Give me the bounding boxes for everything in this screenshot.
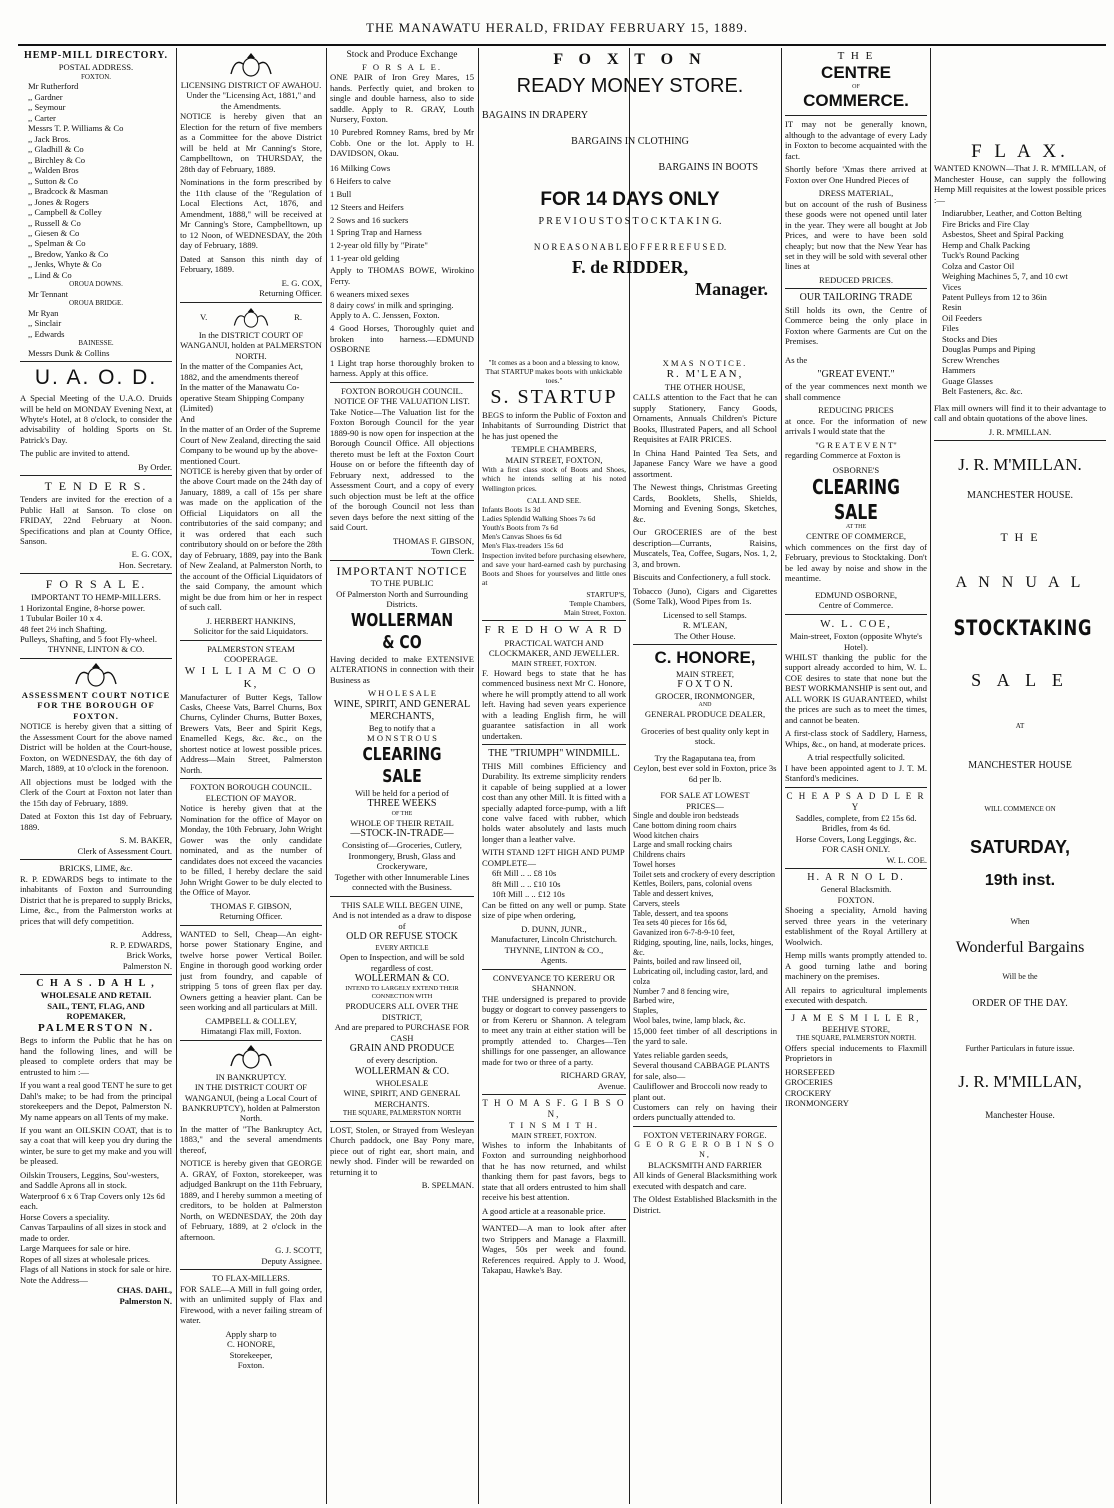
- as-the: As the: [785, 354, 808, 365]
- court-text-2: NOTICE is hereby given that by order of the above Court made on the 24th day of January, 1889, a call of 15s per share was made on the application of the Official Liquidators on all the contributories of the said company; and it was ordered that each such contributory should on or before the 28th day of February, 1889, pay into the Bank of New Zealand, at Palmerston North, to the account of the Official Liquidators of the said Company, the amount which might be due from him or her in respect of such call.: [180, 465, 322, 613]
- conveyance-heading: CONVEYANCE TO KERERU OR SHANNON.: [492, 972, 616, 994]
- column-rule: [781, 48, 782, 1504]
- previous-stocktaking: P R E V I O U S T O S T O C K T A K I N G.: [538, 215, 722, 227]
- coe-text: WHILST thanking the public for the support already accorded to him, W. L. COE desires to state that none but the BEST WORKMANSHIP is sent out, and ALL WORK IS GUARANTEED, whilst the prices are such as to meet the times, and cannot be beaten.: [785, 651, 927, 725]
- dahl-signature: CHAS. DAHL, Palmerston N.: [116, 1285, 172, 1306]
- wollerman-intend: INTEND TO LARGELY EXTEND THEIR CONNECTION WITH: [345, 985, 459, 1001]
- wollerman-wine: WINE, SPIRIT, AND GENERAL MERCHANTS,: [333, 698, 471, 722]
- wollerman-grain: GRAIN AND PRODUCE: [349, 1043, 455, 1055]
- startup-heading: S. STARTUP: [490, 386, 618, 409]
- bricks-text: R. P. EDWARDS begs to intimate to the inhabitants of Foxton and Surrounding District that he is prepared to supply Bricks, Lime, &c., from the Palmerston works at prices that will defy competition.: [20, 873, 172, 926]
- fourteen-days: FOR 14 DAYS ONLY: [540, 189, 720, 211]
- coe-trial: A trial respectfully solicited.: [807, 752, 905, 763]
- flax-heading: F L A X.: [971, 141, 1069, 162]
- dahl-text-2: If you want a real good TENT he sure to get Dahl's make; to be had from the principal storekeepers and the Depot, Palmerston N. My name appears on all Tents of my make.: [20, 1080, 172, 1122]
- commerce-text-3: but on account of the rush of Business these goods were not opened until later in the year. They were all bought at Job Prices, and were to have been sold cheaply; but now that the New Year has set in they will be sold with several other lines at: [785, 198, 927, 272]
- miller-heading: J A M E S M I L L E R,: [791, 1012, 921, 1023]
- uaod-heading: U. A. O. D.: [34, 366, 158, 390]
- cooperage-heading: PALMERSTON STEAM COOPERAGE.: [207, 643, 295, 665]
- coe-heading: W. L. COE,: [820, 617, 892, 630]
- bankruptcy-heading: IN BANKRUPTCY.: [215, 1071, 287, 1082]
- valuation-signature: THOMAS F. GIBSON, Town Clerk.: [393, 535, 474, 557]
- honore-seeds: Yates reliable garden seeds, Several thousand CABBAGE PLANTS for sale, also— Cauliflower and Broccoli now ready to plant out.: [633, 1049, 770, 1102]
- wollerman-every: EVERY ARTICLE: [375, 943, 429, 952]
- wollerman-address: THE SQUARE, PALMERSTON NORTH: [342, 1109, 462, 1118]
- at-heading: AT: [1015, 721, 1025, 730]
- regarding: regarding Commerce at Foxton is: [785, 450, 901, 461]
- licensing-text: NOTICE is hereby given that an Election for the return of five members as a Committee for the above District will be held at Mr Canning's Store, Campbelltown, on THURSDAY, the 28th day of February, 1889.: [180, 111, 322, 174]
- assessment-text-2: All objections must be lodged with the Clerk of the Court at Foxton not later than the 15th day of February, 1889.: [20, 776, 172, 808]
- triumph-price-3: 10ft Mill .. .. £12 10s: [492, 889, 565, 900]
- centre-of-commerce: CENTRE OF COMMERCE,: [805, 531, 907, 542]
- gibson-heading: T H O M A S F. G I B S O N,: [482, 1098, 626, 1120]
- wollerman-wholesale-2: WHOLESALE: [375, 1077, 429, 1088]
- lost-signature: B. SPELMAN.: [421, 1180, 474, 1191]
- column-3: [330, 50, 474, 1502]
- wollerman-begin: THIS SALE WILL BEGEN UINE,: [341, 899, 463, 910]
- wollerman-beg: Beg to notify that a: [368, 722, 436, 733]
- masthead: THE MANAWATU HERALD, FRIDAY FEBRUARY 15, 1889.: [366, 20, 748, 35]
- triumph-price-1: 6ft Mill .. .. £8 10s: [492, 868, 557, 879]
- inst-heading: 19th inst.: [984, 872, 1056, 890]
- centre-of: OF: [852, 84, 860, 91]
- mill-list-foxton: Mr Rutherford ,, Gardner ,, Seymour ,, Carter Messrs T. P. Williams & Co ,, Jack Bros. ,, Gladhill & Co ,, Birchley & Co ,, Walden Bros ,, Sutton & Co ,, Bradcock & Masman ,, Jones & Rogers ,, Campbell & Colley ,, Russell & Co ,, Giesen & Co ,, Spelman & Co ,, Bredow, Yanko & Co ,, Jenks, Whyte & Co ,, Lind & Co: [28, 81, 124, 280]
- order-of-the-day: ORDER OF THE DAY.: [972, 997, 1068, 1009]
- stock-ad-5: Apply to A. C. Jenssen, Foxton.: [330, 310, 440, 320]
- stock-ad-6: 4 Good Horses, Thoroughly quiet and broken into harness.—EDMUND OSBORNE: [330, 323, 474, 355]
- royal-crest-icon: [72, 662, 120, 688]
- column-2: [180, 50, 322, 1502]
- triumph-text: THIS Mill combines Efficiency and Durability. Its extreme simplicity renders it capable of being supplied at a lower cost than any other Mill. It is fitted with a specially adapted force-pump, with a lift cone valve faced with rubber, which holds water absolutely and lasts much longer than a leather valve.: [482, 760, 626, 844]
- triumph-heading: THE "TRIUMPH" WINDMILL.: [488, 748, 620, 760]
- wollerman-2: WOLLERMAN & CO.: [354, 973, 450, 985]
- ready-money-store-ad: [482, 50, 778, 350]
- for-sale-signature: THYNNE, LINTON & CO.: [47, 644, 145, 655]
- tailoring-heading: OUR TAILORING TRADE: [799, 292, 913, 304]
- will-be-the: Will be the: [1002, 971, 1038, 981]
- wollerman-3: WOLLERMAN & CO.: [354, 1065, 450, 1077]
- centre-of-commerce-text: which commences on the first day of February, previous to Stocktaking. Don't be led away by noise and show in the meantime.: [785, 541, 927, 584]
- honore-text: Groceries of best quality only kept in stock.: [641, 725, 769, 747]
- when-heading: When: [1010, 916, 1030, 926]
- howard-heading: F R E D H O W A R D: [484, 624, 624, 637]
- wollerman-of-the: OF THE: [391, 810, 413, 817]
- tenders-text: Tenders are invited for the erection of a Public Hall at Sanson. To close on FRIDAY, 22nd February at Noon. Specifications and plan at County Office, Sanson.: [20, 494, 172, 546]
- osborne-clearing-sale: CLEARING SALE: [812, 475, 900, 524]
- stock-ad-7: 1 Light trap horse thoroughly broken to harness. Apply at this office.: [330, 357, 474, 379]
- wollerman-three-weeks: THREE WEEKS: [367, 798, 437, 810]
- wollerman-together: Together with other Innumerable Lines connected with the Business.: [334, 871, 470, 893]
- osborne-signature: EDMUND OSBORNE,: [814, 589, 898, 600]
- osbornes: OSBORNE'S: [832, 464, 880, 475]
- honore-and: AND: [698, 701, 712, 708]
- no-reasonable-offer: N O R E A S O N A B L E O F F E R R E F U S E D.: [533, 241, 727, 252]
- flax-millers-text: FOR SALE—A Mill in full going order, with an unlimited supply of Flax and Firewood, with a never failing stream of water.: [180, 1283, 322, 1326]
- column-rule: [176, 48, 177, 1504]
- borough-mayor-subheading: ELECTION OF MAYOR.: [205, 792, 297, 803]
- wollerman-consisting: Consisting of—Groceries, Cutlery, Ironmongery, Brush, Glass and Crockeryware,: [342, 840, 462, 872]
- honore-foxton: F O X T O N.: [677, 679, 733, 691]
- mclean-licensed: Licensed to sell Stamps.: [663, 609, 747, 620]
- manager-wanted-text: WANTED—A man to look after after two Strippers and Manage a Flaxmill. Wages, 50s per week and found. References required. Apply to J. Wood, Takapau, Hawke's Bay.: [482, 1223, 626, 1275]
- startup-quote: "It comes as a boon and a blessing to know, That STARTUP makes boots with unkickable toes.": [485, 358, 623, 386]
- licensing-subheading: Under the "Licensing Act, 1881," and the Amendments.: [186, 90, 316, 111]
- bricks-heading: BRICKS, LIME, &c.: [59, 863, 133, 874]
- wollerman-old: OLD OR REFUSE STOCK: [346, 931, 458, 943]
- honore-try: Try the Ragaputana tea, from: [654, 752, 756, 763]
- conveyance-text: THE undersigned is prepared to provide buggy or dogcart to convey passengers to or from Kereru or Shannon. A telegram to meet any train at either station will be promptly attended to. Charges—Ten shillings for one passenger, an allowance made for two or three of a party.: [482, 993, 626, 1067]
- coe-text-2: A first-class stock of Saddlery, Harness, Whips, &c., on hand, at moderate prices.: [785, 728, 927, 749]
- honore-prices: PRICES—: [686, 800, 724, 811]
- assessment-signature: S. M. BAKER, Clerk of Assessment Court.: [77, 835, 172, 856]
- will-commence: WILL COMMENCE ON: [984, 804, 1056, 813]
- dress-material: DRESS MATERIAL,: [818, 188, 894, 199]
- important-notice-heading: IMPORTANT NOTICE: [336, 563, 468, 578]
- wollerman-producers: PRODUCERS ALL OVER THE DISTRICT,: [345, 1001, 459, 1022]
- honore-customers: Customers can rely on having their orders punctually attended to.: [633, 1102, 777, 1123]
- howard-street: MAIN STREET, FOXTON.: [511, 658, 597, 668]
- ready-money-store: READY MONEY STORE.: [516, 74, 744, 97]
- column-4: [482, 358, 626, 1502]
- great-event-text: of the year commences next month we shall commence: [785, 381, 927, 402]
- bargains-clothing: BARGAINS IN CLOTHING: [571, 136, 689, 148]
- court-signature: J. HERBERT HANKINS, Solicitor for the said Liquidators.: [193, 615, 309, 637]
- mill-list-oroua-downs: Mr Tennant: [28, 288, 69, 299]
- gibson-text: Wishes to inform the Inhabitants of Foxton and surrounding neighborhood that he has now returned, and whilst thanking them for past favors, begs to state that all orders entrusted to him shall receive his best attention.: [482, 1139, 626, 1203]
- commerce-text: IT may not be generally known, although to the advantage of every Lady in Foxton to become acquainted with the fact.: [785, 119, 927, 161]
- wonderful-bargains: Wonderful Bargains: [955, 939, 1085, 957]
- bankruptcy-subheading: IN THE DISTRICT COURT OF WANGANUI, (being a Local Court of BANKRUPTCY), holden at Palmerston North.: [182, 1082, 320, 1124]
- reducing-prices: REDUCING PRICES: [818, 405, 894, 416]
- stocktaking-heading: STOCKTAKING: [953, 616, 1093, 641]
- triumph-fit: Can be fitted on any well or pump. State size of pipe when ordering,: [482, 899, 626, 921]
- startup-text-2: With a first class stock of Boots and Shoes, which he intends selling at his noted Wellington prices.: [482, 465, 626, 493]
- wollerman-heading: WOLLERMAN & CO: [350, 609, 454, 653]
- stock-for-sale: F O R S A L E.: [362, 61, 442, 72]
- for-sale-text: 1 Horizontal Engine, 8-horse power. 1 Tubular Boiler 10 x 4. 48 feet 2½ inch Shafting. Pulleys, Shafting, and 5 foot Fly-wheel.: [20, 602, 158, 644]
- stock-exchange-heading: Stock and Produce Exchange: [346, 50, 458, 60]
- dahl-text-4: Oilskin Trousers, Leggins, Sou'-westers, and Saddle Aprons all in stock. Waterproof 6 x 6 Trap Covers only 12s 6d each. Horse Covers a speciality. Canvas Tarpaulins of all sizes in stock and made to order. Large Marquees for sale or hire. Ropes of all sizes at wholesale prices. Flags of all Nations in stock for sale or hire.: [20, 1169, 172, 1275]
- uaod-text-2: The public are invited to attend.: [20, 448, 130, 459]
- dahl-place: PALMERSTON N.: [37, 1021, 155, 1034]
- mclean-signature: R. M'LEAN, The Other House.: [674, 620, 736, 641]
- for-sale-subheading: IMPORTANT TO HEMP-MILLERS.: [31, 592, 161, 603]
- miller-square: THE SQUARE, PALMERSTON NORTH.: [796, 1034, 916, 1043]
- bankruptcy-text: In the matter of "The Bankruptcy Act, 1883," and the several amendments thereof,: [180, 1123, 322, 1155]
- startup-list: Infants Boots 1s 3d Ladies Splendid Walking Shoes 7s 6d Youth's Boots from 7s 6d Men's Canvas Shoes 6s 6d Men's Flax-treaders 15s 6d: [482, 504, 596, 551]
- startup-text: BEGS to inform the Public of Foxton and Inhabitants of Surrounding District that he has just opened the: [482, 409, 626, 441]
- honore-ceylon: Ceylon, best ever sold in Foxton, price 3s 6d per lb.: [633, 763, 777, 784]
- important-notice-sub-2: Of Palmerston North and Surrounding Districts.: [336, 588, 468, 610]
- oroua-downs-heading: OROUA DOWNS.: [69, 280, 123, 289]
- arnold-foxton: FOXTON.: [837, 894, 875, 905]
- foxton-heading: FOXTON.: [80, 72, 111, 81]
- manchester-house-2: MANCHESTER HOUSE: [968, 760, 1072, 772]
- dahl-subheading: WHOLESALE AND RETAIL SAIL, TENT, FLAG, AND ROPEMAKER,: [40, 990, 152, 1022]
- coe-agent: I have been appointed agent to J. T. M. Stanford's medicines.: [785, 762, 927, 784]
- column-rule: [326, 48, 327, 1504]
- sale-heading: S A L E: [971, 669, 1069, 690]
- mclean-text-4: Our GROCERIES are of the best description—Currants, Raisins, Muscatels, Tea, Coffee, Sugars, Nos. 1, 2, 3, and brown.: [633, 527, 777, 569]
- borough-mayor-signature: THOMAS F. GIBSON, Returning Officer.: [210, 900, 292, 922]
- manchester-house-3: Manchester House.: [985, 1110, 1055, 1121]
- honore-street: MAIN STREET,: [675, 668, 735, 679]
- stock-ad-2: 10 Purebred Romney Rams, bred by Mr Cobb. One or the lot. Apply to H. DAVIDSON, Okau.: [330, 127, 474, 159]
- robinson-subheading: BLACKSMITH AND FARRIER: [648, 1159, 762, 1170]
- column-rule: [478, 48, 479, 1504]
- crest-letter-v: V.: [200, 312, 208, 323]
- arnold-heading: H. A R N O L D.: [807, 872, 905, 884]
- dahl-text: Begs to inform the Public that he has on hand the following lines, and will be pleased to complete orders that may be entrusted to him :—: [20, 1035, 172, 1077]
- court-heading: In the DISTRICT COURT OF WANGANUI, holden at PALMERSTON NORTH.: [180, 329, 322, 361]
- arnold-text-2: Hemp mills wants promptly attended to. A good turning lathe and boring machinery on the premises.: [785, 950, 927, 982]
- veterinary-heading: FOXTON VETERINARY FORGE.: [643, 1129, 767, 1140]
- commerce-text-2: Shortly before 'Xmas there arrived at Foxton over One Hundred Pieces of: [785, 164, 927, 185]
- honore-timber: 15,000 feet timber of all descriptions in the yard to sale.: [633, 1025, 777, 1047]
- column-1: [20, 50, 172, 1502]
- reduced-prices: REDUCED PRICES.: [818, 274, 893, 285]
- wollerman-prepared: And are prepared to PURCHASE FOR CASH: [334, 1022, 470, 1043]
- miller-text: Offers special inducements to Flaxmill Proprietors in: [785, 1042, 927, 1064]
- honore-sale: FOR SALE AT LOWEST: [660, 790, 750, 801]
- annual-heading: A N N U A L: [955, 573, 1085, 591]
- saturday-heading: SATURDAY,: [969, 837, 1071, 858]
- column-7: [934, 50, 1106, 1502]
- bainesse-heading: BAINESSE.: [78, 339, 114, 348]
- mclean-text-5: Biscuits and Confectionery, a full stock.: [633, 572, 771, 583]
- cheap-saddlery-text: Saddles, complete, from £2 15s 6d. Bridles, from 4s 6d. Horse Covers, Long Leggings, &c.: [795, 812, 917, 844]
- startup-temple: TEMPLE CHAMBERS, MAIN STREET, FOXTON,: [505, 444, 603, 465]
- howard-subheading: PRACTICAL WATCH AND CLOCKMAKER, AND JEWELLER.: [488, 637, 620, 659]
- mclean-text-6: Tobacco (Juno), Cigars and Cigarettes (Some Talk), Wood Pipes from 1s.: [633, 585, 777, 607]
- robinson-text-2: The Oldest Established Blacksmith in the District.: [633, 1194, 777, 1215]
- miller-list: HORSEFEED GROCERIES CROCKERY IRONMONGERY: [785, 1066, 849, 1109]
- gibson-subheading: T I N S M I T H.: [509, 1120, 599, 1131]
- column-6: [785, 50, 927, 1502]
- stock-ad-3: Apply to THOMAS BOWE, Wirokino Ferry.: [330, 265, 474, 286]
- uaod-text: A Special Meeting of the U.A.O. Druids will be held on MONDAY Evening Next, at Whyte's Hotel, at 8 o'clock, to consider the advisability of holding Sports on St. Patrick's Day.: [20, 393, 172, 445]
- flax-millers-heading: TO FLAX-MILLERS.: [212, 1273, 290, 1284]
- licensing-date: Dated at Sanson this ninth day of February, 1889.: [180, 253, 322, 275]
- dahl-text-3: If you want an OILSKIN COAT, that is to say a coat that will keep you dry during the winter, be sure to get my make and you will be pleased.: [20, 1125, 172, 1167]
- wollerman-clearing-sale: CLEARING SALE: [362, 743, 442, 787]
- royal-crest-icon: [227, 52, 275, 78]
- gibson-street: MAIN STREET, FOXTON.: [511, 1130, 597, 1140]
- flax-signature: J. R. M'MILLAN.: [988, 426, 1052, 437]
- uaod-signature: By Order.: [138, 461, 172, 472]
- mill-list-bainesse: Messrs Dunk & Collins: [28, 347, 110, 358]
- assessment-heading: ASSESSMENT COURT NOTICE FOR THE BOROUGH OF FOXTON.: [21, 689, 171, 721]
- osborne-sub: Centre of Commerce.: [818, 600, 894, 611]
- for-sale-heading: F O R S A L E.: [45, 577, 147, 592]
- robinson-text: All kinds of General Blacksmithing work executed with despatch and care.: [633, 1170, 777, 1191]
- royal-crest-icon: [231, 306, 271, 330]
- dahl-heading: C H A S . D A H L ,: [36, 978, 156, 990]
- arnold-text-3: All repairs to agricultural implements executed with despatch.: [785, 984, 927, 1006]
- gibson-text-2: A good article at a reasonable price.: [482, 1205, 606, 1216]
- arnold-text: Shoeing a speciality, Arnold having served three years in the veterinary establishment of the Royal Artillery at Woolwich.: [785, 905, 927, 947]
- great-event-2: "G R E A T E V E N T": [815, 439, 897, 450]
- top-rule: [18, 44, 1106, 46]
- mclean-heading: R. M'LEAN,: [666, 368, 744, 381]
- honore-list: Single and double iron bedsteads Cane bottom dining room chairs Wood kitchen chairs Large and small rocking chairs Childrens chairs Towel horses Toilet sets and crockery of every description Kettles, Boilers, pans, colonial ovens Table and dessert knives, Carvers, steels Table, dessert, and tea spoons Tea sets 40 pieces for 16s 6d, Gavanized iron 6-7-8-9-10 feet, Ridging, spouting, line, nails, locks, hinges, &c. Paints, boiled and raw linseed oil, Lubricating oil, including castor, lard, and colza Number 7 and 8 fencing wire, Barbed wire, Staples, Wool bales, twine, lamp black, &c.: [633, 811, 776, 1025]
- wollerman-not: And is not intended as a draw to dispose of: [332, 910, 472, 931]
- assessment-text: NOTICE is hereby given that a sitting of the Assessment Court for the above named District will be holden at the Court-house, Foxton, on WEDNESDAY, the 6th day of March, 1889, at 10 o'clock in the forenoon.: [20, 721, 172, 774]
- engine-wanted-text: WANTED to Sell, Cheap—An eight-horse power Stationary Engine, and twelve horse power Vertical Boiler. Engine in thorough good working order just from foundry, and capable of stripping 5 tons of green flax per day. Owners getting a heavier plant. Can be seen working and all particulars at Mill.: [180, 928, 322, 1013]
- assessment-date: Dated at Foxton this 1st day of February, 1889.: [20, 811, 172, 832]
- flax-millers-signature: Apply sharp to C. HONORE, Storekeeper, Foxton.: [225, 1328, 277, 1371]
- reducing-text: at once. For the information of new arrivals I would state that the: [785, 415, 927, 437]
- royal-crest-icon: [227, 1044, 275, 1070]
- wollerman-monstrous: M O N S T R O U S: [367, 733, 437, 744]
- tenders-signature: E. G. COX, Hon. Secretary.: [118, 549, 172, 570]
- foxton-banner: F O X T O N: [553, 51, 707, 68]
- flax-list: Indiarubber, Leather, and Cotton Belting Fire Bricks and Fire Clay Asbestos, Sheet and Spiral Packing Hemp and Chalk Packing Tuck's Round Packing Colza and Castor Oil Weighing Machines 5, 7, and 10 cwt Vices Patent Pulleys from 12 to 36in Resin Oil Feeders Files Stocks and Dies Douglas Pumps and Piping Screw Wrenches Hammers Guage Glasses Belt Fasteners, &c. &c.: [942, 208, 1082, 397]
- mcmillan-heading-2: J. R. M'MILLAN,: [958, 1071, 1082, 1091]
- borough-mayor-heading: FOXTON BOROUGH COUNCIL.: [190, 782, 312, 793]
- triumph-with-stand: WITH STAND 12FT HIGH AND PUMP COMPLETE—: [482, 847, 625, 868]
- mclean-text: CALLS attention to the Fact that he can supply Stationery, Fancy Goods, Ornaments, Annuals Children's Picture Books, Illustrated Papers, and all School Requisites at FAIR PRICES.: [633, 392, 777, 445]
- commerce-heading: COMMERCE.: [803, 91, 909, 111]
- cook-heading: W I L L I A M C O O K,: [184, 664, 318, 691]
- miller-subheading: BEEHIVE STORE,: [821, 1023, 891, 1034]
- court-text: In the matter of the Companies Act, 1882, and the amendments thereof In the matter of the Manawatu Co-operative Steam Shipping Company (Limited) And In the matter of an Order of the Supreme Court of New Zealand, directing the said Company to be wound up by the above-mentioned Court.: [180, 361, 321, 466]
- valuation-text: Take Notice—The Valuation list for the Foxton Borough Council for the year 1889-90 is now open for inspection at the Borough Council Office. All objections thereto must be left at the Foxton Court House on or before the fifteenth day of February next, addressed to the Assessment Court, and a copy of every such objection must be left at the office of the borough Council not less than seven days before the next sitting of the said Court.: [330, 406, 474, 533]
- cheap-saddlery-cash: FOR CASH ONLY.: [822, 844, 890, 855]
- startup-call: CALL AND SEE.: [526, 495, 582, 505]
- mclean-subheading: THE OTHER HOUSE,: [664, 381, 746, 392]
- bricks-signature: Address, R. P. EDWARDS, Brick Works, Palmerston N.: [110, 929, 172, 971]
- triumph-price-2: 8ft Mill .. .. £10 10s: [492, 878, 561, 889]
- tailoring-text: Still holds its own, the Centre of Commerce being the only place in Foxton where Garments are Cut on the Premises.: [785, 304, 927, 347]
- wollerman-wine-2: WINE, SPIRIT, AND GENERAL MERCHANTS.: [343, 1088, 461, 1109]
- licensing-signature: E. G. COX, Returning Officer.: [259, 277, 322, 299]
- arnold-subheading: General Blacksmith.: [820, 884, 892, 895]
- bankruptcy-text-2: NOTICE is hereby given that GEORGE A. GRAY, of Foxton, storekeeper, was adjudged Bankrupt on the 11th February, 1889, and I hereby summon a meeting of creditors, to be holden at Palmerston North, on WEDNESDAY, the 20th day of February, 1889, at 2 o'clock in the afternoon.: [180, 1158, 322, 1242]
- startup-inspection: Inspection invited before purchasing elsewhere, and save your hard-earned cash by purchasing Boots and Shoes for yourselves and little ones at: [482, 550, 626, 587]
- flax-text: WANTED KNOWN—That J. R. M'MILLAN, of Manchester House, can supply the following Hemp Mill requisites at the lowest possible prices :—: [934, 163, 1106, 205]
- mclean-text-3: The Newest things, Christmas Greeting Cards, Booklets, Shells, Shields, Morning and Evening Songs, Sketches, &c.: [633, 482, 777, 524]
- startup-signature: STARTUP'S, Temple Chambers, Main Street, Foxton.: [563, 590, 626, 618]
- cheap-saddlery-heading: C H E A P S A D D L E R Y: [786, 790, 926, 812]
- howard-text: F. Howard begs to state that he has commenced business next Mr C. Honore, where he will promptly attend to all work left. Having had seven years experience with a leading English firm, he will guarantee satisfaction in all work undertaken.: [482, 668, 626, 741]
- manchester-house: MANCHESTER HOUSE.: [966, 490, 1074, 502]
- bankruptcy-signature: G. J. SCOTT, Deputy Assignee.: [261, 1245, 322, 1266]
- stock-ad-4: 6 weaners mixed sexes 8 dairy cows' in milk and springing.: [330, 289, 454, 310]
- stock-list: 16 Milking Cows 6 Heifers to calve 1 Bull 12 Steers and Heifers 2 Sows and 16 suckers 1 Spring Trap and Harness 1 2-year old filly by "Pirate" 1 1-year old gelding: [330, 162, 428, 264]
- bargains-boots: BARGAINS IN BOOTS: [658, 162, 758, 174]
- stock-ad-1: ONE PAIR of Iron Grey Mares, 15 hands. Perfectly quiet, and broken to single and double harness, also to side saddle. Apply to R. GRAY, Louth Nursery, Foxton.: [330, 72, 474, 124]
- robinson-heading: G E O R G E R O B I N S O N,: [634, 1140, 776, 1160]
- crest-letter-r: R.: [294, 312, 302, 323]
- the-heading: T H E: [1000, 530, 1040, 545]
- honore-heading: C. HONORE,: [654, 648, 756, 668]
- wollerman-whole: WHOLE OF THEIR RETAIL: [350, 817, 454, 828]
- column-rule: [930, 48, 931, 1504]
- valuation-heading: FOXTON BOROUGH COUNCIL.: [341, 385, 463, 396]
- flax-text-2: Flax mill owners will find it to their advantage to call and obtain quotations of the above lines.: [934, 402, 1106, 424]
- conveyance-signature: RICHARD GRAY, Avenue.: [560, 1070, 626, 1091]
- wollerman-text: Having decided to make EXTENSIVE ALTERATIONS in connection with their Business as: [330, 653, 474, 685]
- postal-address: POSTAL ADDRESS.: [58, 62, 134, 73]
- oroua-bridge-heading: OROUA BRIDGE.: [68, 299, 124, 308]
- great-event: "GREAT EVENT.": [817, 369, 895, 381]
- licensing-text-2: Nominations in the form prescribed by the 11th clause of the "Regulation of Local Elections Act, 1876, and Amendment, 1888," will be received at Mr Canning's Store, Campbelltown, up to 12 Noon, of WEDNESDAY, the 20th day of February, 1889.: [180, 177, 322, 251]
- honore-grocer: GROCER, IRONMONGER,: [655, 691, 755, 702]
- borough-mayor-text: Notice is hereby given that at the Nomination for the office of Mayor on Monday, the 10th February, John Wright Gower was the only candidate nominated, and as the number of candidates does not exceed the vacancies to be filled, I hereby declare the said John Wright Gower to be duly elected to the Office of Mayor.: [180, 803, 322, 898]
- mcmillan-heading: J. R. M'MILLAN.: [958, 455, 1082, 475]
- centre-the: T H E: [837, 50, 875, 62]
- bargains-drapery: BAGAINS IN DRAPERY: [482, 109, 589, 121]
- manager: Manager.: [695, 278, 768, 299]
- lost-text: LOST, Stolen, or Strayed from Wesleyan Church paddock, one Bay Pony mare, piece out of right ear, short main, and newly shod. Finder will be rewarded on returning it to: [330, 1124, 474, 1177]
- xmas-heading: XMAS NOTICE.: [662, 358, 748, 368]
- at-the: AT THE: [845, 523, 867, 530]
- wollerman-open: Open to Inspection, and will be sold regardless of cost.: [339, 952, 465, 973]
- wollerman-every-2: of every description.: [366, 1055, 438, 1066]
- mclean-text-2: In China Hand Painted Tea Sets, and Japanese Fancy Ware we have a good assortment.: [633, 447, 777, 479]
- wollerman-wholesale: W H O L E S A L E: [368, 688, 436, 699]
- mill-list-oroua-bridge: Mr Ryan ,, Sinclair ,, Edwards: [28, 307, 65, 339]
- honore-general: GENERAL PRODUCE DEALER,: [644, 709, 766, 720]
- wollerman-stock: —STOCK-IN-TRADE—: [350, 828, 454, 840]
- de-ridder: F. de RIDDER,: [571, 256, 689, 277]
- coe-subheading: Main-street, Foxton (opposite Whyte's Hotel).: [789, 631, 923, 652]
- tenders-heading: T E N D E R S.: [44, 479, 148, 494]
- dahl-note: Note the Address—: [20, 1274, 88, 1285]
- wollerman-held: Will be held for a period of: [355, 787, 449, 798]
- triumph-signature: D. DUNN, JUNR., Manufacturer, Lincoln Christchurch. THYNNE, LINTON & CO., Agents.: [490, 923, 618, 966]
- column-5: [633, 358, 777, 1502]
- further-particulars: Further Particulars in future issue.: [965, 1043, 1075, 1053]
- engine-wanted-signature: CAMPBELL & COLLEY, Himatangi Flax mill, Foxton.: [200, 1015, 302, 1037]
- centre-heading: CENTRE: [821, 63, 891, 83]
- valuation-subheading: NOTICE OF THE VALUATION LIST.: [334, 396, 470, 407]
- licensing-heading: LICENSING DISTRICT OF AWAHOU.: [180, 80, 322, 90]
- cheap-saddlery-signature: W. L. COE.: [886, 854, 927, 865]
- directory-title: HEMP-MILL DIRECTORY.: [23, 50, 169, 61]
- important-notice-sub: TO THE PUBLIC: [370, 578, 434, 589]
- cook-text: Manufacturer of Butter Kegs, Tallow Casks, Cheese Vats, Barrel Churns, Box Churns, Cylinder Churns, Butter Boxes, Brewers Vats, Beer and Spirit Kegs, Enamelled Kegs, &c. &c., on the shortest notice at lowest possible prices. Address—Main Street, Palmerston North.: [180, 691, 322, 775]
